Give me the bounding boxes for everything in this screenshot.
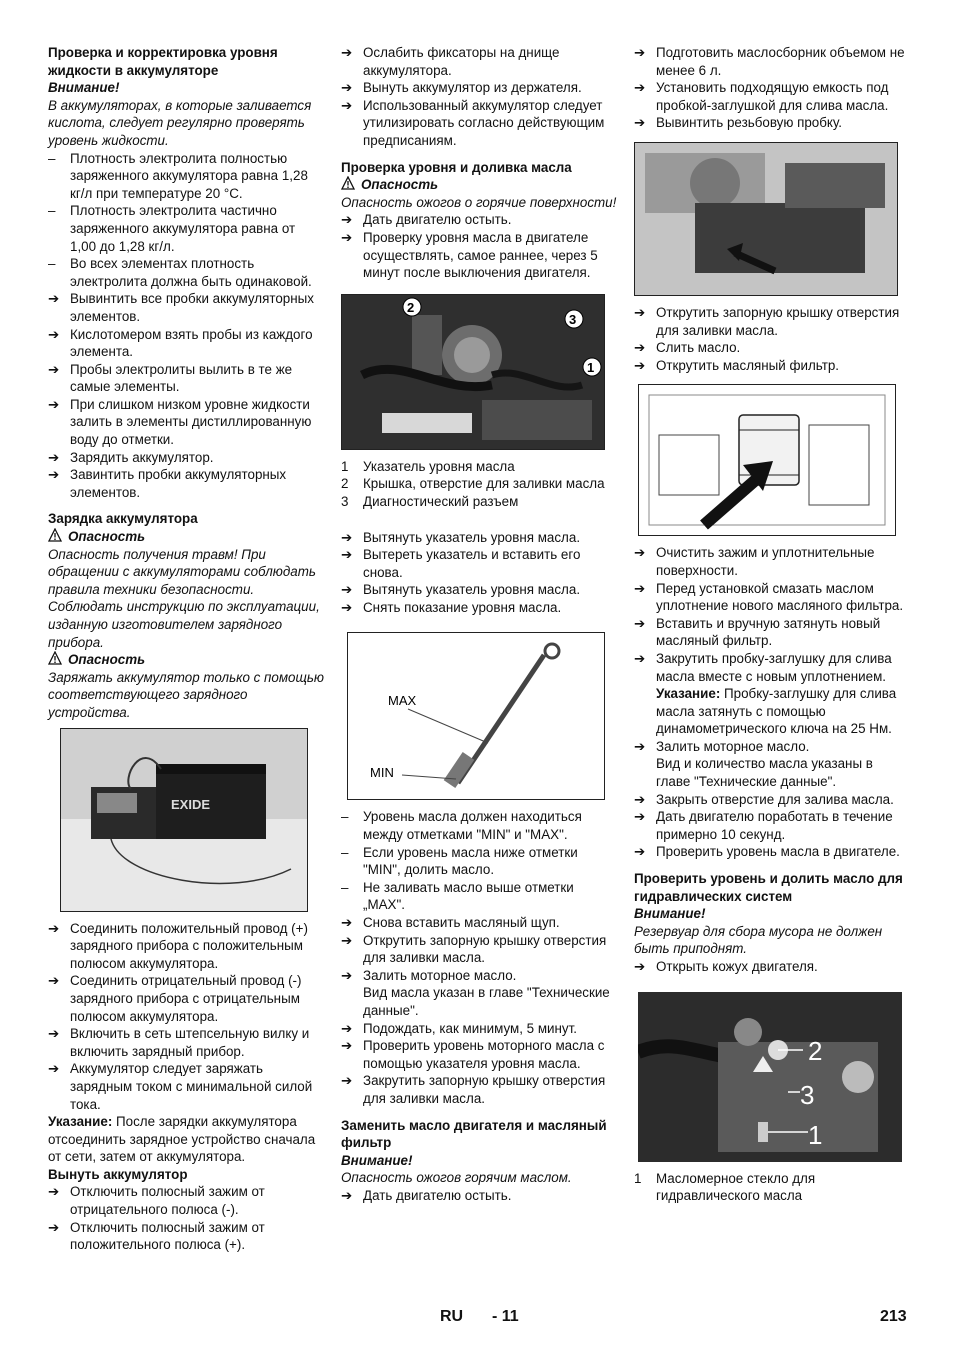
arrow-icon: ➔ [634,809,646,825]
attention-text: Опасность ожогов горячим маслом. [341,1170,572,1186]
arrow-icon: ➔ [48,449,60,465]
step-item: ➔ Завинтить пробки аккумуляторных элементов. [48,467,287,500]
step-item: ➔ Залить моторное масло. [341,967,517,983]
step-item: ➔ Подготовить маслосборник объемом не менее 6 л. [634,45,905,78]
arrow-icon: ➔ [634,80,646,96]
step-item: ➔ При слишком низком уровне жидкости залить в элементы дистиллированную воду до отметки. [48,396,312,448]
battery-brand-label: EXIDE [171,796,211,812]
step-item: ➔ Дать двигателю остыть. [341,1187,512,1203]
legend-item: 1 Указатель уровня масла [341,458,515,474]
callout-2: 2 [407,299,415,315]
step-item: ➔ Пробы электролиты вылить в те же самые элементы. [48,361,293,395]
dash-item: – Не заливать масло выше отметки „MAX". [341,879,574,913]
attention-text: В аккумуляторах, в которые заливается кислота, следует регулярно проверять уровень жидкости. [48,97,312,148]
arrow-icon: ➔ [341,229,353,245]
arrow-icon: ➔ [341,80,353,96]
arrow-icon: ➔ [634,357,646,373]
danger-text: Опасность ожогов о горячие поверхности! [341,194,617,210]
arrow-icon: ➔ [634,959,646,974]
arrow-icon: ➔ [341,547,353,563]
step-item: ➔ Вывинтить резьбовую пробку. [634,115,842,131]
step-item: ➔ Отключить полюсный зажим от отрицательного полюса (-). [48,1184,265,1218]
column-3 [634,44,910,1205]
hydraulic-tank-photo [638,992,902,1162]
dash-item: – Плотность электролита полностью заряженного аккумулятора равна 1,28 кг/л при температуре 20 °C. [48,150,308,201]
step-item: ➔ Отключить полюсный зажим от положительного полюса (+). [48,1219,265,1253]
step-item: ➔ Снова вставить масляный щуп. [341,915,560,931]
step-item: ➔ Перед установкой смазать маслом уплотнение нового масляного фильтра. [634,580,904,614]
arrow-icon: ➔ [341,932,353,948]
column-2 [341,44,617,1205]
arrow-icon: ➔ [341,1073,353,1089]
danger-text: Опасность получения травм! При обращении с аккумуляторами соблюдать правила техники безопасности. Соблюдать инструкцию по эксплуатации, изданную изготовителем зарядного прибора. [48,546,320,650]
callout-3: 3 [800,1079,815,1110]
footer-lang: RU [440,1308,464,1325]
step-item: ➔ Закрыть отверстие для залива масла. [634,791,894,807]
dash-item: – Во всех элементах плотность электролита должна быть одинаковой. [48,256,312,289]
drain-plug-photo [634,142,898,296]
column-1 [48,44,324,1254]
step-item: ➔ Вставить и вручную затянуть новый масляный фильтр. [634,615,881,649]
arrow-icon: ➔ [634,115,646,131]
callout-3: 3 [569,311,577,327]
arrow-icon: ➔ [634,340,646,356]
arrow-icon: ➔ [341,212,353,228]
arrow-icon: ➔ [634,615,646,631]
legend-item: 3 Диагностический разъем [341,493,519,509]
step-item: ➔ Использованный аккумулятор следует утилизировать согласно действующим предписаниям. [341,97,605,148]
step-item: ➔ Дать двигателю остыть. [341,212,512,228]
step-item: ➔ Открутить запорную крышку отверстия для заливки масла. [634,304,900,338]
arrow-icon: ➔ [48,973,60,989]
arrow-icon: ➔ [48,1184,60,1200]
arrow-icon: ➔ [634,545,646,561]
step-item: ➔ Дать двигателю поработать в течение примерно 10 секунд. [634,809,893,842]
arrow-icon: ➔ [48,920,60,936]
attention-text: Резервуар для сбора мусора не должен быть приподнят. [634,923,883,957]
arrow-icon: ➔ [48,396,60,412]
battery-charger-photo [60,728,308,912]
arrow-icon: ➔ [341,97,353,113]
arrow-icon: ➔ [48,291,60,307]
step-item: ➔ Соединить положительный провод (+) зарядного прибора с положительным полюсом аккумулятора. [48,920,308,971]
danger-text: Заряжать аккумулятор только с помощью соответствующего зарядного устройства. [48,669,324,720]
arrow-icon: ➔ [341,1187,353,1203]
callout-1: 1 [587,359,595,375]
legend-item: 1 Масломерное стекло для гидравлического масла [634,1170,816,1204]
heading-remove-battery: Вынуть аккумулятор [48,1166,188,1182]
note: Указание: Пробку-заглушку для слива масла затянуть с помощью динамометрического ключа на 25 Нм. [656,686,897,737]
step-item: ➔ Открутить запорную крышку отверстия для заливки масла. [341,932,607,966]
heading-oil-check: Проверка уровня и доливка масла [341,159,572,175]
step-item: ➔ Зарядить аккумулятор. [48,449,214,465]
arrow-icon: ➔ [341,915,353,931]
warning-triangle-icon [48,528,62,542]
step-item: ➔ Вытянуть указатель уровня масла. [341,529,581,545]
step-item: ➔ Включить в сеть штепсельную вилку и включить зарядный прибор. [48,1026,310,1059]
dash-item: – Если уровень масла ниже отметки "MIN", долить масло. [341,844,578,878]
arrow-icon: ➔ [341,582,353,598]
heading-hydraulic-oil: Проверить уровень и долить масло для гидравлических систем [634,871,903,904]
engine-photo [341,294,605,450]
attention-title: Внимание! [48,80,120,96]
step-item: ➔ Снять показание уровня масла. [341,599,562,615]
step-item: ➔ Вытянуть указатель уровня масла. [341,582,581,598]
step-item: ➔ Вытереть указатель и вставить его снова. [341,547,581,580]
warning-triangle-icon [341,176,355,190]
step-item: ➔ Проверку уровня масла в двигателе осуществлять, самое раннее, через 5 минут после выключения двигателя. [341,229,598,281]
step-item: ➔ Открыть кожух двигателя. [634,959,818,974]
danger-title: Опасность [48,528,324,546]
step-item: ➔ Открутить масляный фильтр. [634,357,840,373]
warning-triangle-icon [48,651,62,665]
arrow-icon: ➔ [48,326,60,342]
footer-page-local: - 11 [492,1308,519,1325]
dipstick-max-label: MAX [388,693,417,709]
arrow-icon: ➔ [634,304,646,320]
arrow-icon: ➔ [341,529,353,545]
arrow-icon: ➔ [48,361,60,377]
step-item: ➔ Закрутить запорную крышку отверстия для заливки масла. [341,1073,606,1106]
arrow-icon: ➔ [341,1038,353,1054]
callout-1: 1 [808,1119,823,1150]
note: Указание: После зарядки аккумулятора отсоединить зарядное устройство сначала от сети, затем от аккумулятора. [48,1114,316,1165]
dipstick-min-label: MIN [370,765,394,781]
step-item: ➔ Проверить уровень масла в двигателе. [634,844,900,860]
arrow-icon: ➔ [341,967,353,983]
arrow-icon: ➔ [48,467,60,483]
step-item: ➔ Очистить зажим и уплотнительные поверхности. [634,545,875,578]
arrow-icon: ➔ [634,844,646,860]
step-item: ➔ Соединить отрицательный провод (-) зарядного прибора с отрицательным полюсом аккумулятора. [48,973,302,1024]
arrow-icon: ➔ [634,738,646,754]
arrow-icon: ➔ [48,1219,60,1235]
legend-item: 2 Крышка, отверстие для заливки масла [341,476,605,492]
step-item: ➔ Вынуть аккумулятор из держателя. [341,80,582,96]
step-note: Вид и количество масла указаны в главе "Технические данные". [656,756,873,790]
step-item: ➔ Кислотомером взять пробы из каждого элемента. [48,326,313,360]
arrow-icon: ➔ [634,791,646,807]
step-item: ➔ Слить масло. [634,340,741,356]
arrow-icon: ➔ [341,45,353,60]
danger-title: Опасность [341,176,617,194]
heading-battery-fluid: Проверка и корректировка уровня жидкости в аккумуляторе [48,45,278,78]
step-item: ➔ Подождать, как минимум, 5 минут. [341,1020,577,1036]
callout-2: 2 [808,1035,823,1066]
arrow-icon: ➔ [634,650,646,666]
heading-battery-charging: Зарядка аккумулятора [48,511,198,527]
step-item: ➔ Установить подходящую емкость под пробкой-заглушкой для слива масла. [634,80,889,113]
arrow-icon: ➔ [634,580,646,596]
arrow-icon: ➔ [48,1026,60,1042]
arrow-icon: ➔ [634,45,646,60]
dash-item: – Уровень масла должен находиться между отметками "MIN" и "MAX". [341,809,582,843]
step-item: ➔ Закрутить пробку-заглушку для слива масла вместе с новым уплотнением. [634,650,892,684]
oil-filter-diagram [638,384,896,536]
step-item: ➔ Залить моторное масло. [634,738,810,754]
attention-title: Внимание! [634,906,706,922]
arrow-icon: ➔ [341,1020,353,1036]
step-item: ➔ Проверить уровень моторного масла с помощью указателя уровня масла. [341,1038,605,1071]
step-item: ➔ Вывинтить все пробки аккумуляторных элементов. [48,291,314,324]
heading-oil-change: Заменить масло двигателя и масляный фильтр [341,1117,607,1151]
attention-title: Внимание! [341,1152,413,1168]
footer-page-number: 213 [880,1308,907,1325]
step-item: ➔ Ослабить фиксаторы на днище аккумулятора. [341,45,560,78]
step-note: Вид масла указан в главе "Технические данные". [363,985,610,1018]
arrow-icon: ➔ [48,1061,60,1077]
danger-title: Опасность [48,651,324,669]
arrow-icon: ➔ [341,599,353,615]
step-item: ➔ Аккумулятор следует заряжать зарядным током с минимальной силой тока. [48,1061,313,1112]
dipstick-diagram [347,632,605,800]
dash-item: – Плотность электролита частично заряженного аккумулятора равна от 1,00 до 1,28 кг/л. [48,203,296,254]
